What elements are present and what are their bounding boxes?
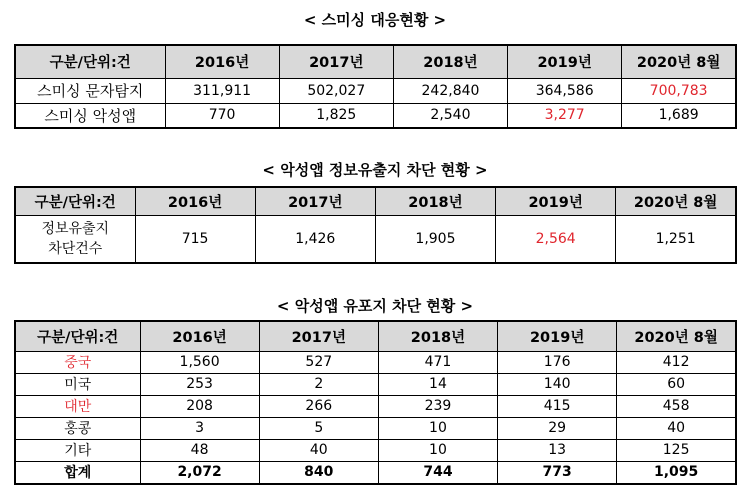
cell: 2,072: [140, 461, 259, 484]
cell: 773: [498, 461, 617, 484]
row-label-line2: 차단건수: [48, 240, 103, 257]
cell: 1,905: [375, 215, 495, 263]
row-label-other: 기타: [15, 439, 140, 461]
header-2018: 2018년: [375, 187, 495, 215]
header-2019: 2019년: [508, 45, 622, 78]
malware-distribution-block-table: [14, 320, 737, 485]
table-row-total: [15, 461, 736, 484]
header-2017: 2017년: [279, 45, 393, 78]
cell: 1,095: [617, 461, 736, 484]
cell: 40: [259, 439, 378, 461]
cell: 14: [378, 373, 497, 395]
header-category: 구분/단위:건: [15, 45, 165, 78]
info-leak-block-table: [14, 186, 737, 264]
cell: 140: [498, 373, 617, 395]
row-label: [15, 215, 135, 263]
cell-highlight: 3,277: [508, 103, 622, 128]
cell: 239: [378, 395, 497, 417]
table-row: [15, 373, 736, 395]
cell: 502,027: [279, 78, 393, 103]
table-row: [15, 417, 736, 439]
header-2020-aug: 2020년 8월: [622, 45, 736, 78]
header-2019: 2019년: [496, 187, 616, 215]
cell: 208: [140, 395, 259, 417]
table1-title: < 스미싱 대응현황 >: [303, 11, 447, 29]
header-2016: 2016년: [135, 187, 255, 215]
row-label-hongkong: 홍콩: [15, 417, 140, 439]
cell: 311,911: [165, 78, 279, 103]
smishing-response-table: [14, 44, 737, 129]
cell: 527: [259, 351, 378, 373]
cell: 266: [259, 395, 378, 417]
cell: 10: [378, 439, 497, 461]
cell: 412: [617, 351, 736, 373]
row-label-taiwan: 대만: [15, 395, 140, 417]
cell: 48: [140, 439, 259, 461]
table3-title: < 악성앱 유포지 차단 현황 >: [276, 297, 474, 315]
row-label-china: 중국: [15, 351, 140, 373]
cell: 1,825: [279, 103, 393, 128]
table2-title: < 악성앱 정보유출지 차단 현황 >: [262, 161, 488, 179]
cell: 744: [378, 461, 497, 484]
cell: 471: [378, 351, 497, 373]
header-2017: 2017년: [255, 187, 375, 215]
header-2016: 2016년: [140, 321, 259, 351]
cell: 770: [165, 103, 279, 128]
cell-highlight: 2,564: [496, 215, 616, 263]
cell: 60: [617, 373, 736, 395]
cell: 125: [617, 439, 736, 461]
header-2019: 2019년: [498, 321, 617, 351]
header-2018: 2018년: [378, 321, 497, 351]
header-2018: 2018년: [393, 45, 507, 78]
cell: 1,251: [616, 215, 736, 263]
cell: 253: [140, 373, 259, 395]
cell: 458: [617, 395, 736, 417]
cell: 3: [140, 417, 259, 439]
cell: 5: [259, 417, 378, 439]
cell: 840: [259, 461, 378, 484]
header-2020-aug: 2020년 8월: [616, 187, 736, 215]
row-label-usa: 미국: [15, 373, 140, 395]
cell: 415: [498, 395, 617, 417]
cell: 715: [135, 215, 255, 263]
table-row: [15, 215, 736, 263]
header-2017: 2017년: [259, 321, 378, 351]
cell: 40: [617, 417, 736, 439]
row-label: 스미싱 문자탐지: [15, 78, 165, 103]
cell: 1,560: [140, 351, 259, 373]
cell: 1,426: [255, 215, 375, 263]
header-category: 구분/단위:건: [15, 321, 140, 351]
table-row: [15, 78, 736, 103]
row-label-total: 합계: [15, 461, 140, 484]
header-category: 구분/단위:건: [15, 187, 135, 215]
cell: 242,840: [393, 78, 507, 103]
cell: 176: [498, 351, 617, 373]
cell: 13: [498, 439, 617, 461]
cell: 1,689: [622, 103, 736, 128]
table-row: [15, 439, 736, 461]
header-2016: 2016년: [165, 45, 279, 78]
table-row: [15, 351, 736, 373]
cell: 364,586: [508, 78, 622, 103]
cell-highlight: 700,783: [622, 78, 736, 103]
cell: 2,540: [393, 103, 507, 128]
table-row: [15, 395, 736, 417]
cell: 29: [498, 417, 617, 439]
row-label: 스미싱 악성앱: [15, 103, 165, 128]
cell: 2: [259, 373, 378, 395]
header-2020-aug: 2020년 8월: [617, 321, 736, 351]
table-row: [15, 103, 736, 128]
cell: 10: [378, 417, 497, 439]
row-label-line1: 정보유출지: [41, 220, 110, 237]
